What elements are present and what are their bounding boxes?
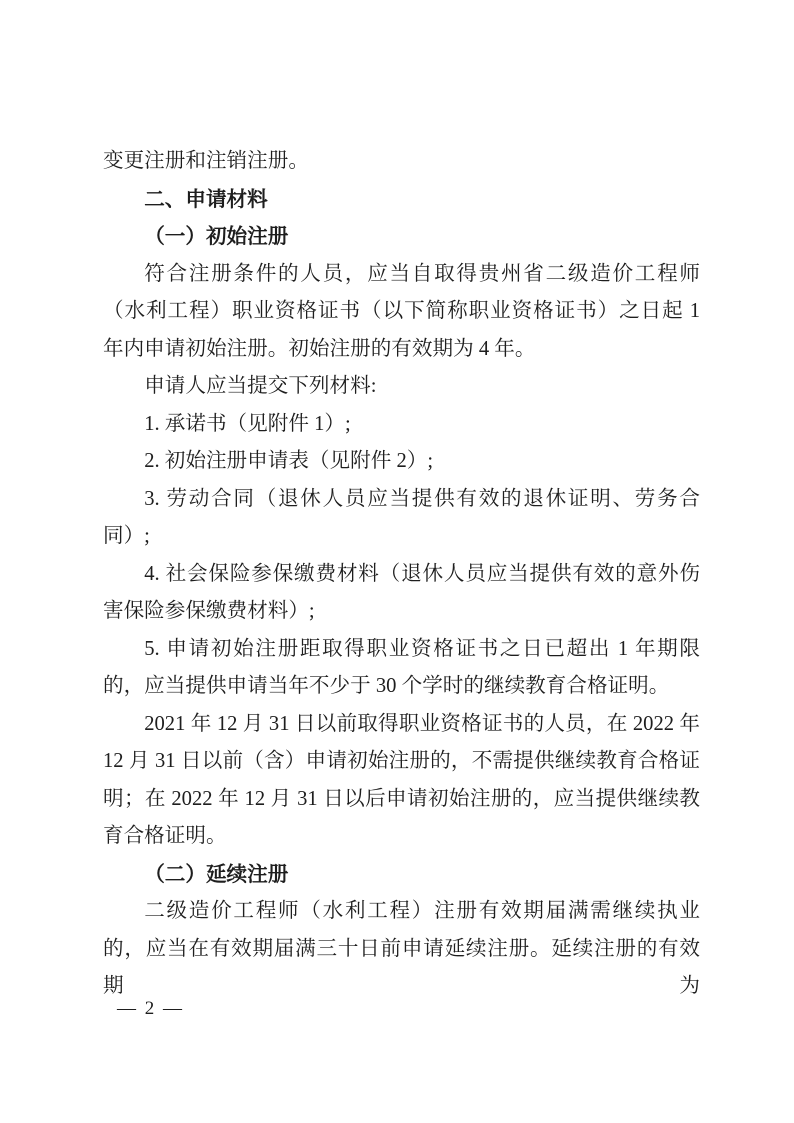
list-item-1-commitment-letter: 1. 承诺书（见附件 1）; [144, 412, 351, 435]
paragraph-initial-registration-conditions: 符合注册条件的人员，应当自取得贵州省二级造价工程师（水利工程）职业资格证书（以下简称职业资格证书）之日起 1 年内申请初始注册。初始注册的有效期为 4 年。 [103, 262, 700, 360]
paragraph-renewal-registration: 二级造价工程师（水利工程）注册有效期届满需继续执业的，应当在有效期届满三十日前申请延续注册。延续注册的有效期为 [103, 900, 700, 997]
list-item-4-social-insurance: 4. 社会保险参保缴费材料（退休人员应当提供有效的意外伤害保险参保缴费材料）; [103, 562, 700, 622]
list-item-3-labor-contract: 3. 劳动合同（退休人员应当提供有效的退休证明、劳务合同）; [103, 487, 700, 547]
paragraph-materials-intro: 申请人应当提交下列材料: [144, 375, 377, 397]
document-body [103, 143, 700, 1006]
page-number: — 2 — [117, 998, 184, 1019]
paragraph-certificate-date-rules: 2021 年 12 月 31 日以前取得职业资格证书的人员，在 2022 年 12 月 31 日以前（含）申请初始注册的，不需提供继续教育合格证明；在 2022 年 12 月 31 日以后申请初始注册的，应当提供继续教育合格证明。 [103, 712, 700, 847]
paragraph-continuation: 变更注册和注销注册。 [103, 150, 309, 172]
section-heading-application-materials: 二、申请材料 [144, 187, 268, 211]
subsection-heading-renewal-registration: （二）延续注册 [144, 862, 289, 886]
list-item-2-application-form: 2. 初始注册申请表（见附件 2）; [144, 450, 434, 472]
list-item-5-continuing-education: 5. 申请初始注册距取得职业资格证书之日已超出 1 年期限的，应当提供申请当年不少于 30 个学时的继续教育合格证明。 [103, 637, 700, 697]
subsection-heading-initial-registration: （一）初始注册 [144, 225, 289, 248]
